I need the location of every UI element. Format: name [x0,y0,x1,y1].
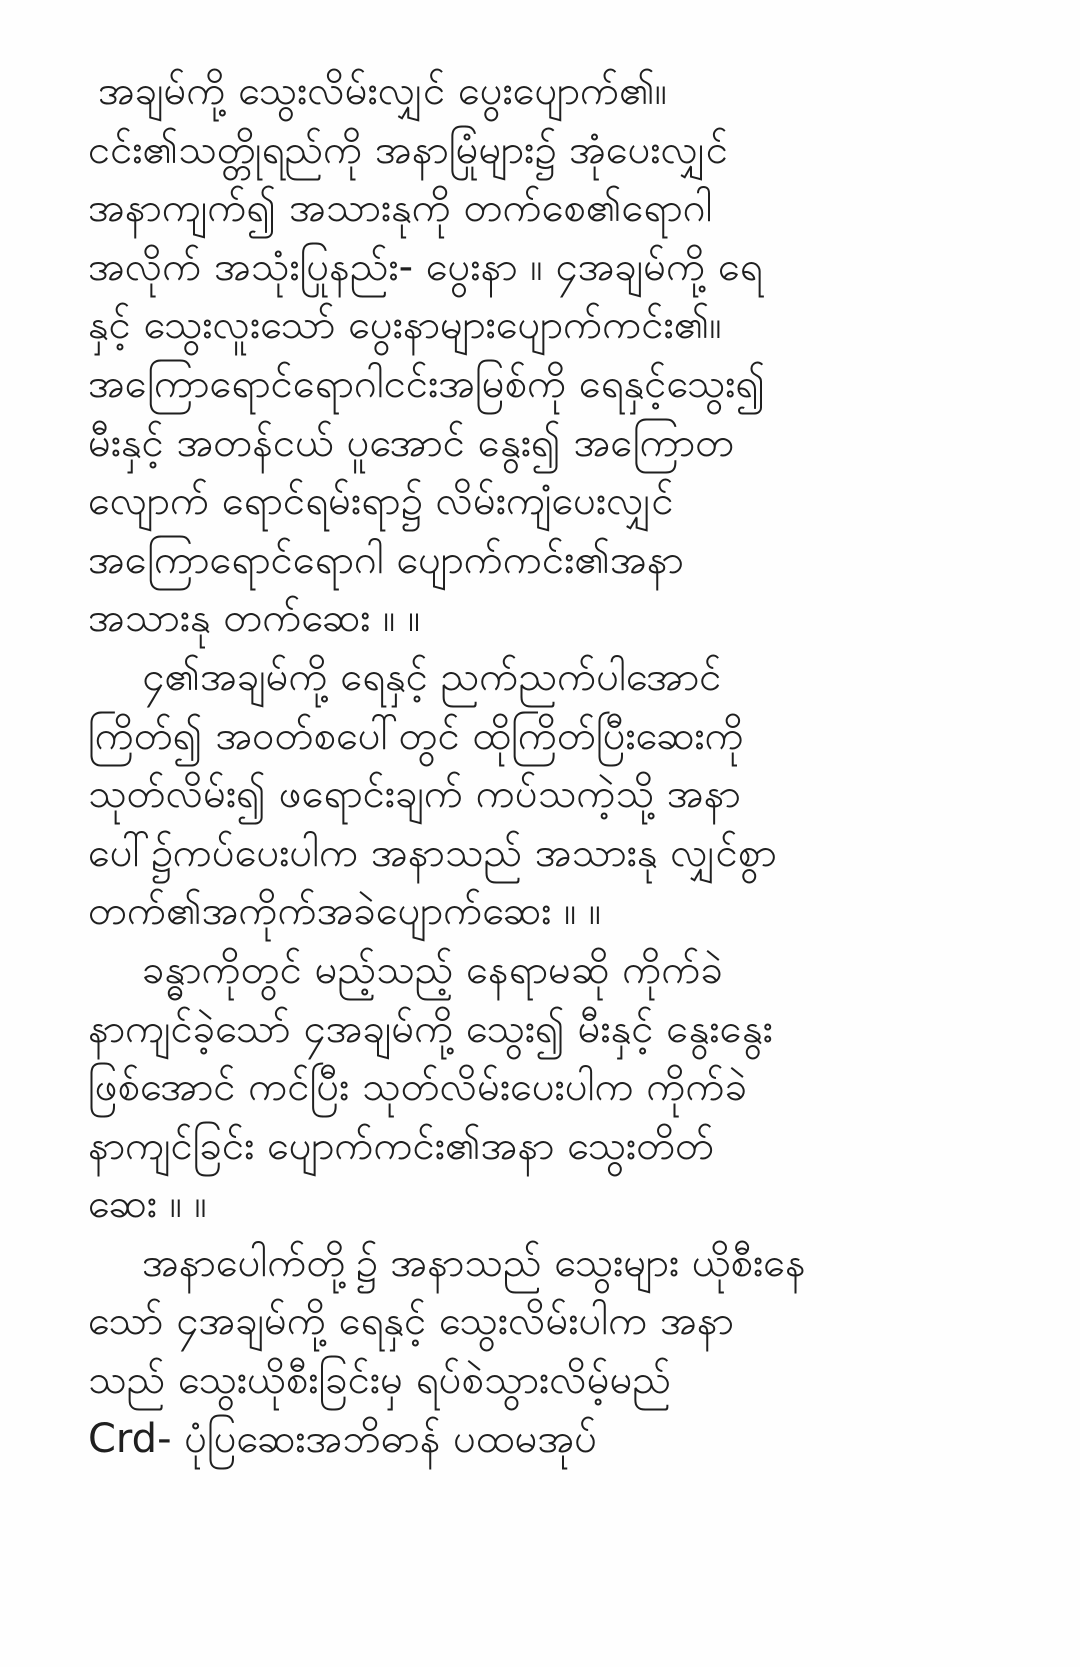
text-line: နှင့် သွေးလူးသော် ပွေးနာများပျောက်ကင်း၏။ [88,302,722,349]
text-line: ပေါ်၌ကပ်ပေးပါက အနာသည် အသားနု လျှင်စွာ [88,829,777,876]
text-line: သည် သွေးယိုစီးခြင်းမှ ရပ်စဲသွားလိမ့်မည် [88,1357,672,1404]
text-line: တက်၏အကိုက်အခဲပျောက်ဆေး ။ ။ [88,888,602,935]
text-line: အကြောရောင်ရောဂါ ပျောက်ကင်း၏အနာ [88,536,684,583]
text-line: အနာကျက်၍ အသားနုကို တက်စေ၏ရောဂါ [88,185,713,232]
text-line: ငင်း၏သတ္တိုရည်ကို အနာမြုံများ၌ အုံပေးလျှင် [88,126,729,173]
paragraph-start-line: ၄၏အချမ်ကို့ ရေနှင့် ညက်ညက်ပါအောင် [142,653,722,700]
text-line: သုတ်လိမ်း၍ ဖရောင်းချက် ကပ်သကဲ့သို့ အနာ [88,771,741,818]
text-line: ဖြစ်အောင် ကင်ပြီး သုတ်လိမ်းပေးပါက ကိုက်ခဲ [88,1064,748,1111]
text-line: အချမ်ကို့ သွေးလိမ်းလျှင် ပွေးပျောက်၏။ [98,68,667,114]
text-line: အသားနု တက်ဆေး ။ ။ [88,595,421,642]
text-line: နာကျင်ခြင်း ပျောက်ကင်း၏အနာ သွေးတိတ် [88,1122,715,1169]
text-line: ဆေး ။ ။ [88,1181,207,1228]
document-body [88,62,1018,1468]
text-line: သော် ၄အချမ်ကို့ ရေနှင့် သွေးလိမ်းပါက အနာ [88,1298,734,1345]
text-line: လျောက် ရောင်ရမ်းရာ၌ လိမ်းကျံပေးလျှင် [88,478,674,525]
text-line: အလိုက် အသုံးပြုနည်း- ပွေးနာ ။ ၄အချမ်ကို့ ရေ [88,243,763,290]
credit-line: Crd- ပုံပြဆေးအဘိဓာန် ပထမအုပ် [88,1415,598,1462]
text-line: အကြောရောင်ရောဂါငင်းအမြစ်ကို ရေနှင့်သွေး၍ [88,360,766,407]
paragraph-start-line: ခန္ဓာကိုတွင် မည့်သည့် နေရာမဆို ကိုက်ခဲ [142,946,724,993]
text-line: နာကျင်ခဲ့သော် ၄အချမ်ကို့ သွေး၍ မီးနှင့် နွေးနွေး [88,1005,773,1052]
text-line: မီးနှင့် အတန်ငယ် ပူအောင် နွေး၍ အကြောတ [88,419,735,466]
text-line: ကြိတ်၍ အဝတ်စပေါ်တွင် ထိုကြိတ်ပြီးဆေးကို [88,712,744,759]
paragraph-start-line: အနာပေါက်တို့၌ အနာသည် သွေးများ ယိုစီးနေ [142,1239,806,1286]
